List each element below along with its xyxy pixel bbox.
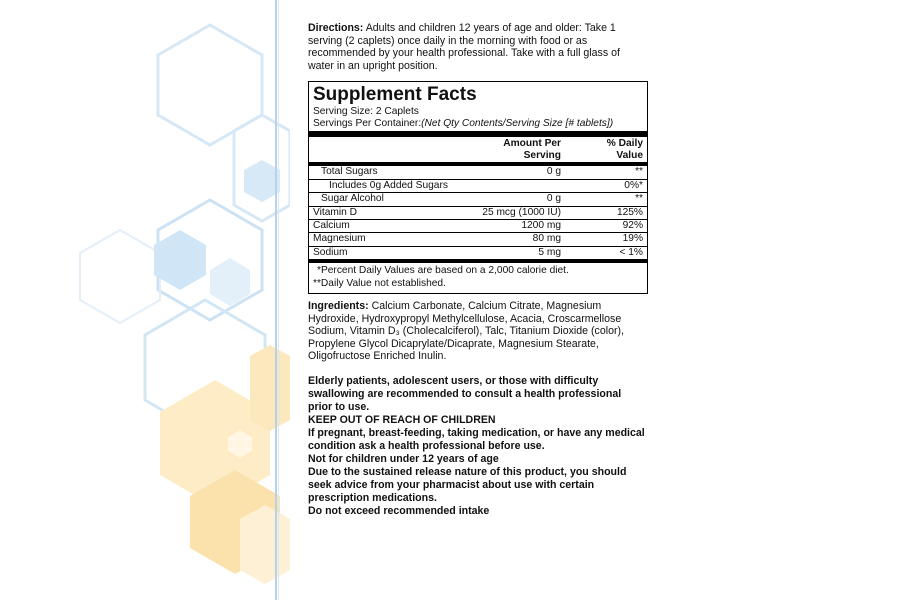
nutrient-row: Includes 0g Added Sugars 0%* xyxy=(329,179,643,191)
hex-outline-left xyxy=(80,230,160,323)
footnote-dv-not-established: **Daily Value not established. xyxy=(313,277,446,289)
hex-outline-top xyxy=(158,25,262,145)
warning-keep-out-of-reach: KEEP OUT OF REACH OF CHILDREN xyxy=(308,414,496,426)
warning-do-not-exceed: Do not exceed recommended intake xyxy=(308,505,490,517)
nutrient-row: Magnesium 80 mg 19% xyxy=(313,233,643,245)
vertical-divider-shadow xyxy=(278,0,279,600)
supplement-facts-panel xyxy=(308,81,648,294)
warning-sustained-release: Due to the sustained release nature of this product, you should seek advice from your pharmacist about use with certain prescription medications. xyxy=(308,466,627,504)
hexagon-background-decoration xyxy=(0,0,290,600)
vertical-divider xyxy=(275,0,277,600)
servings-per-container-label: Servings Per Container: xyxy=(313,118,422,130)
ingredients-label: Ingredients: xyxy=(308,300,369,313)
supplement-facts-title: Supplement Facts xyxy=(313,84,477,106)
bottom-rule xyxy=(309,259,647,263)
nutrient-row: Calcium 1200 mg 92% xyxy=(313,220,643,231)
nutrient-row: Vitamin D 25 mcg (1000 IU) 125% xyxy=(313,206,643,218)
nutrient-row: Sugar Alcohol 0 g ** xyxy=(321,193,643,205)
warning-pregnant: If pregnant, breast-feeding, taking medication, or have any medical condition ask a health professional before use. xyxy=(308,427,645,452)
servings-per-container-value: (Net Qty Contents/Serving Size [# tablets]) xyxy=(421,118,614,130)
nutrient-row: Total Sugars 0 g ** xyxy=(321,166,643,178)
footnote-percent-dv: *Percent Daily Values are based on a 2,000 calorie diet. xyxy=(317,265,569,277)
nutrient-row: Sodium 5 mg < 1% xyxy=(313,246,643,258)
hex-yellow-right xyxy=(250,345,290,431)
label-document xyxy=(308,22,648,518)
serving-size: Serving Size: 2 Caplets xyxy=(313,106,419,118)
hex-fill-left xyxy=(154,230,206,290)
warning-elderly: Elderly patients, adolescent users, or those with difficulty swallowing are recommended to consult a health professional prior to use. xyxy=(308,375,622,413)
hex-yellow-light xyxy=(240,505,290,584)
amount-per-serving-header: Amount Per Serving xyxy=(503,138,561,161)
directions-label: Directions: xyxy=(308,22,364,34)
hex-fill-small xyxy=(244,160,280,202)
facts-header-row xyxy=(313,137,643,162)
servings-per-container xyxy=(313,118,643,130)
daily-value-header: % Daily Value xyxy=(606,138,643,161)
ingredients-text: Calcium Carbonate, Calcium Citrate, Magnesium Hydroxide, Hydroxypropyl Methylcellulose, Acacia, Croscarmellose Sodium, Vitamin D₃ (Cholecalciferol), Talc, Titanium Dioxide (color), Propylene Glycol Dicaprylate/Dicaprate, Magnesium Stearate, Oligofructose Enriched Inulin. xyxy=(308,300,624,363)
directions-paragraph xyxy=(308,22,648,72)
directions-text: Adults and children 12 years of age and older: Take 1 serving (2 caplets) once daily in the morning with food or as recommended by your health professional. Take with a full glass of water in an upright position. xyxy=(308,22,620,72)
warning-age: Not for children under 12 years of age xyxy=(308,453,499,465)
ingredients-paragraph xyxy=(308,300,648,363)
